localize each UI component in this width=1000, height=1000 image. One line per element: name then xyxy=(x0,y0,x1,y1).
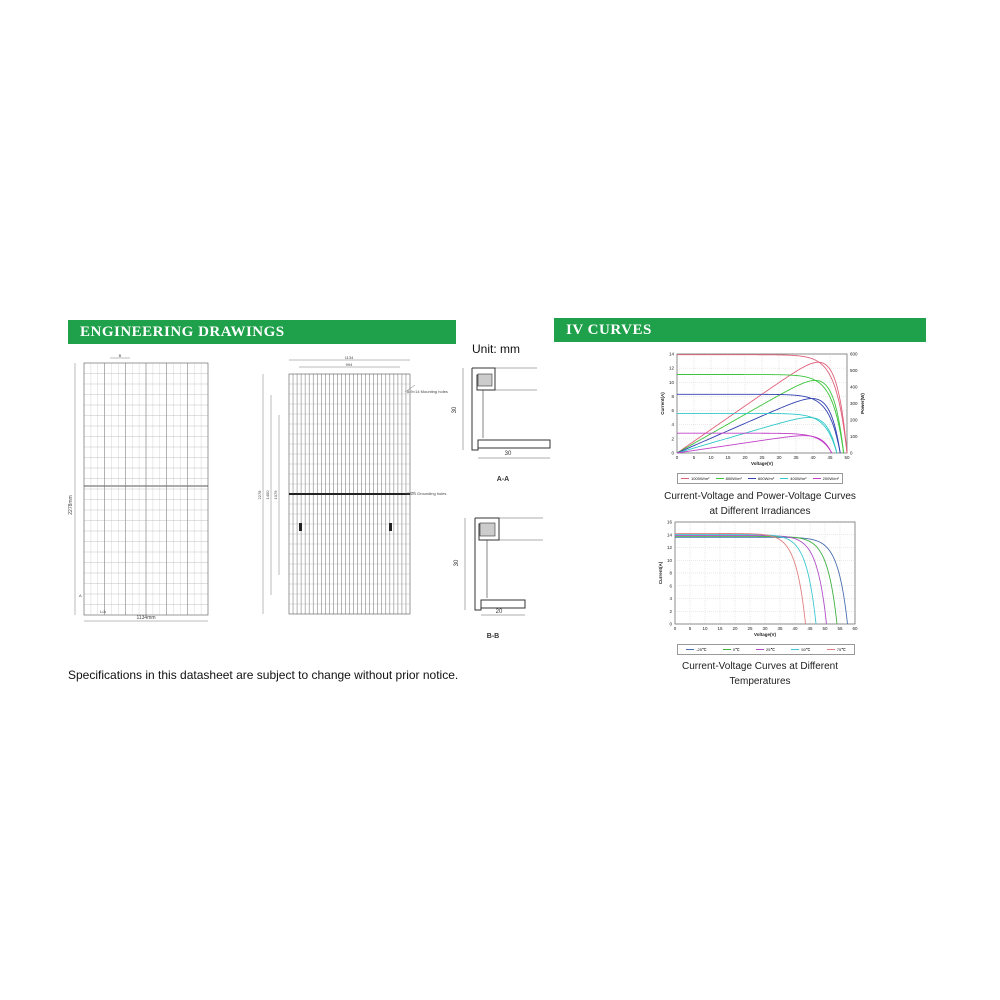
legend-item xyxy=(716,476,742,481)
legend-label: 1000W/m² xyxy=(691,476,710,481)
legend-item xyxy=(813,476,839,481)
legend-item xyxy=(723,647,740,652)
y-tick-label: 6 xyxy=(669,583,672,589)
x-tick-label: 5 xyxy=(692,455,696,460)
legend-swatch xyxy=(681,478,689,480)
temperature-caption-line2: Temperatures xyxy=(729,676,791,687)
y-axis-label: Current(A) xyxy=(658,561,663,585)
x-tick-label: 5 xyxy=(688,626,692,631)
iv-irradiance-chart xyxy=(655,348,865,488)
x-tick-label: 60 xyxy=(852,626,858,631)
legend-label: 0℃ xyxy=(732,647,740,652)
x-tick-label: 10 xyxy=(708,455,714,460)
y-tick-label: 4 xyxy=(671,422,674,428)
x-axis-label: Voltage(V) xyxy=(754,632,776,637)
back-inner-width: 994 xyxy=(345,362,353,367)
legend-label: 75℃ xyxy=(836,647,846,652)
front-bottom-marker: L/A xyxy=(100,609,107,614)
x-tick-label: 10 xyxy=(702,626,708,631)
legend-swatch xyxy=(716,478,724,480)
x-tick-label: 15 xyxy=(717,626,723,631)
front-top-dim: B xyxy=(118,353,122,358)
y2-tick-label: 400 xyxy=(850,384,858,390)
temperature-caption xyxy=(640,659,880,689)
y-tick-label: 16 xyxy=(666,519,672,525)
irradiance-legend xyxy=(677,473,843,484)
legend-item xyxy=(748,476,774,481)
legend-item xyxy=(827,647,846,652)
x-tick-label: 35 xyxy=(777,626,783,631)
legend-label: 25℃ xyxy=(766,647,775,652)
irradiance-caption-line1: Current-Voltage and Power-Voltage Curves xyxy=(664,491,856,502)
section-aa-drawing xyxy=(445,360,555,485)
legend-swatch xyxy=(780,478,788,480)
x-tick-label: 20 xyxy=(732,626,738,631)
legend-swatch xyxy=(686,649,694,651)
y2-tick-label: 100 xyxy=(850,434,858,439)
iv-temperature-chart xyxy=(655,517,865,647)
back-outer-height: 2278 xyxy=(257,490,262,500)
grounding-holes-label: 2-Ø4 Grounding holes xyxy=(407,491,447,496)
x-tick-label: 45 xyxy=(827,455,833,460)
section-aa-height: 30 xyxy=(452,406,458,414)
y2-axis-label: Power(W) xyxy=(860,393,865,414)
section-bb-label: B-B xyxy=(486,633,500,640)
x-axis-label: Voltage(V) xyxy=(751,461,773,466)
legend-label: 200W/m² xyxy=(822,476,839,481)
legend-swatch xyxy=(827,649,835,651)
legend-item xyxy=(756,647,775,652)
x-tick-label: 30 xyxy=(762,626,768,631)
y-tick-label: 14 xyxy=(666,532,672,538)
x-tick-label: 35 xyxy=(793,455,799,460)
y2-tick-label: 200 xyxy=(850,417,858,423)
x-tick-label: 0 xyxy=(675,455,679,460)
iv-curves-header: IV CURVES xyxy=(554,318,926,342)
front-view-drawing xyxy=(60,355,220,625)
legend-item xyxy=(791,647,810,652)
y-tick-label: 12 xyxy=(666,545,672,550)
y-tick-label: 2 xyxy=(671,436,674,442)
y-tick-label: 10 xyxy=(666,557,672,563)
y-tick-label: 12 xyxy=(668,365,674,371)
back-mid-height: 1400 xyxy=(265,490,270,500)
section-bb-height: 30 xyxy=(454,559,460,567)
legend-label: -25℃ xyxy=(696,647,707,652)
y-tick-label: 10 xyxy=(668,379,674,385)
unit-label: Unit: mm xyxy=(472,342,520,356)
y-tick-label: 8 xyxy=(669,570,672,576)
irradiance-caption xyxy=(640,489,880,519)
legend-item xyxy=(780,476,806,481)
legend-swatch xyxy=(748,478,756,480)
y-axis-label: Current(A) xyxy=(660,392,665,415)
legend-label: 400W/m² xyxy=(790,476,807,481)
legend-label: 600W/m² xyxy=(757,476,775,481)
section-bb-drawing xyxy=(445,510,555,642)
temperature-legend xyxy=(677,644,855,655)
y2-tick-label: 0 xyxy=(850,450,853,456)
y2-tick-label: 500 xyxy=(850,368,858,373)
y2-tick-label: 300 xyxy=(850,401,858,406)
back-outer-width: 1134 xyxy=(344,355,354,360)
legend-swatch xyxy=(723,649,731,651)
x-tick-label: 30 xyxy=(776,455,782,460)
x-tick-label: 45 xyxy=(807,626,813,631)
back-inner-height: 1079 xyxy=(273,490,278,500)
x-tick-label: 20 xyxy=(742,455,748,460)
section-aa-label: A-A xyxy=(496,476,510,483)
legend-swatch xyxy=(756,649,764,651)
front-width-label: 1134mm xyxy=(136,615,156,621)
y-tick-label: 2 xyxy=(669,608,672,614)
y-tick-label: 14 xyxy=(668,351,674,357)
x-tick-label: 0 xyxy=(673,626,677,631)
engineering-drawings-header: ENGINEERING DRAWINGS xyxy=(68,320,456,344)
legend-label: 800W/m² xyxy=(725,476,742,481)
y-tick-label: 0 xyxy=(669,621,672,627)
irradiance-caption-line2: at Different Irradiances xyxy=(709,506,811,517)
legend-swatch xyxy=(791,649,799,651)
legend-swatch xyxy=(813,478,821,480)
x-tick-label: 40 xyxy=(810,455,816,460)
y-tick-label: 0 xyxy=(671,450,674,456)
section-aa-width: 30 xyxy=(504,451,512,457)
disclaimer-note: Specifications in this datasheet are subject to change without prior notice. xyxy=(68,668,459,682)
legend-label: 50℃ xyxy=(801,647,811,652)
x-tick-label: 40 xyxy=(792,626,798,631)
legend-item xyxy=(681,476,709,481)
back-view-drawing xyxy=(255,355,448,620)
x-tick-label: 25 xyxy=(759,455,765,460)
x-tick-label: 25 xyxy=(747,626,753,631)
front-height-label: 2278mm xyxy=(68,495,74,515)
y-tick-label: 6 xyxy=(671,408,674,414)
x-tick-label: 50 xyxy=(822,626,828,631)
section-bb-width: 20 xyxy=(495,609,503,615)
temperature-caption-line1: Current-Voltage Curves at Different xyxy=(681,661,838,672)
x-tick-label: 50 xyxy=(844,455,850,460)
x-tick-label: 55 xyxy=(837,626,843,631)
legend-item xyxy=(686,647,706,652)
y2-tick-label: 600 xyxy=(850,351,858,357)
y-tick-label: 8 xyxy=(671,393,674,399)
x-tick-label: 15 xyxy=(725,455,731,460)
front-side-marker: A xyxy=(79,593,82,598)
mounting-holes-label: 8-9×14 Mounting holes xyxy=(407,389,448,394)
y-tick-label: 4 xyxy=(669,596,672,601)
